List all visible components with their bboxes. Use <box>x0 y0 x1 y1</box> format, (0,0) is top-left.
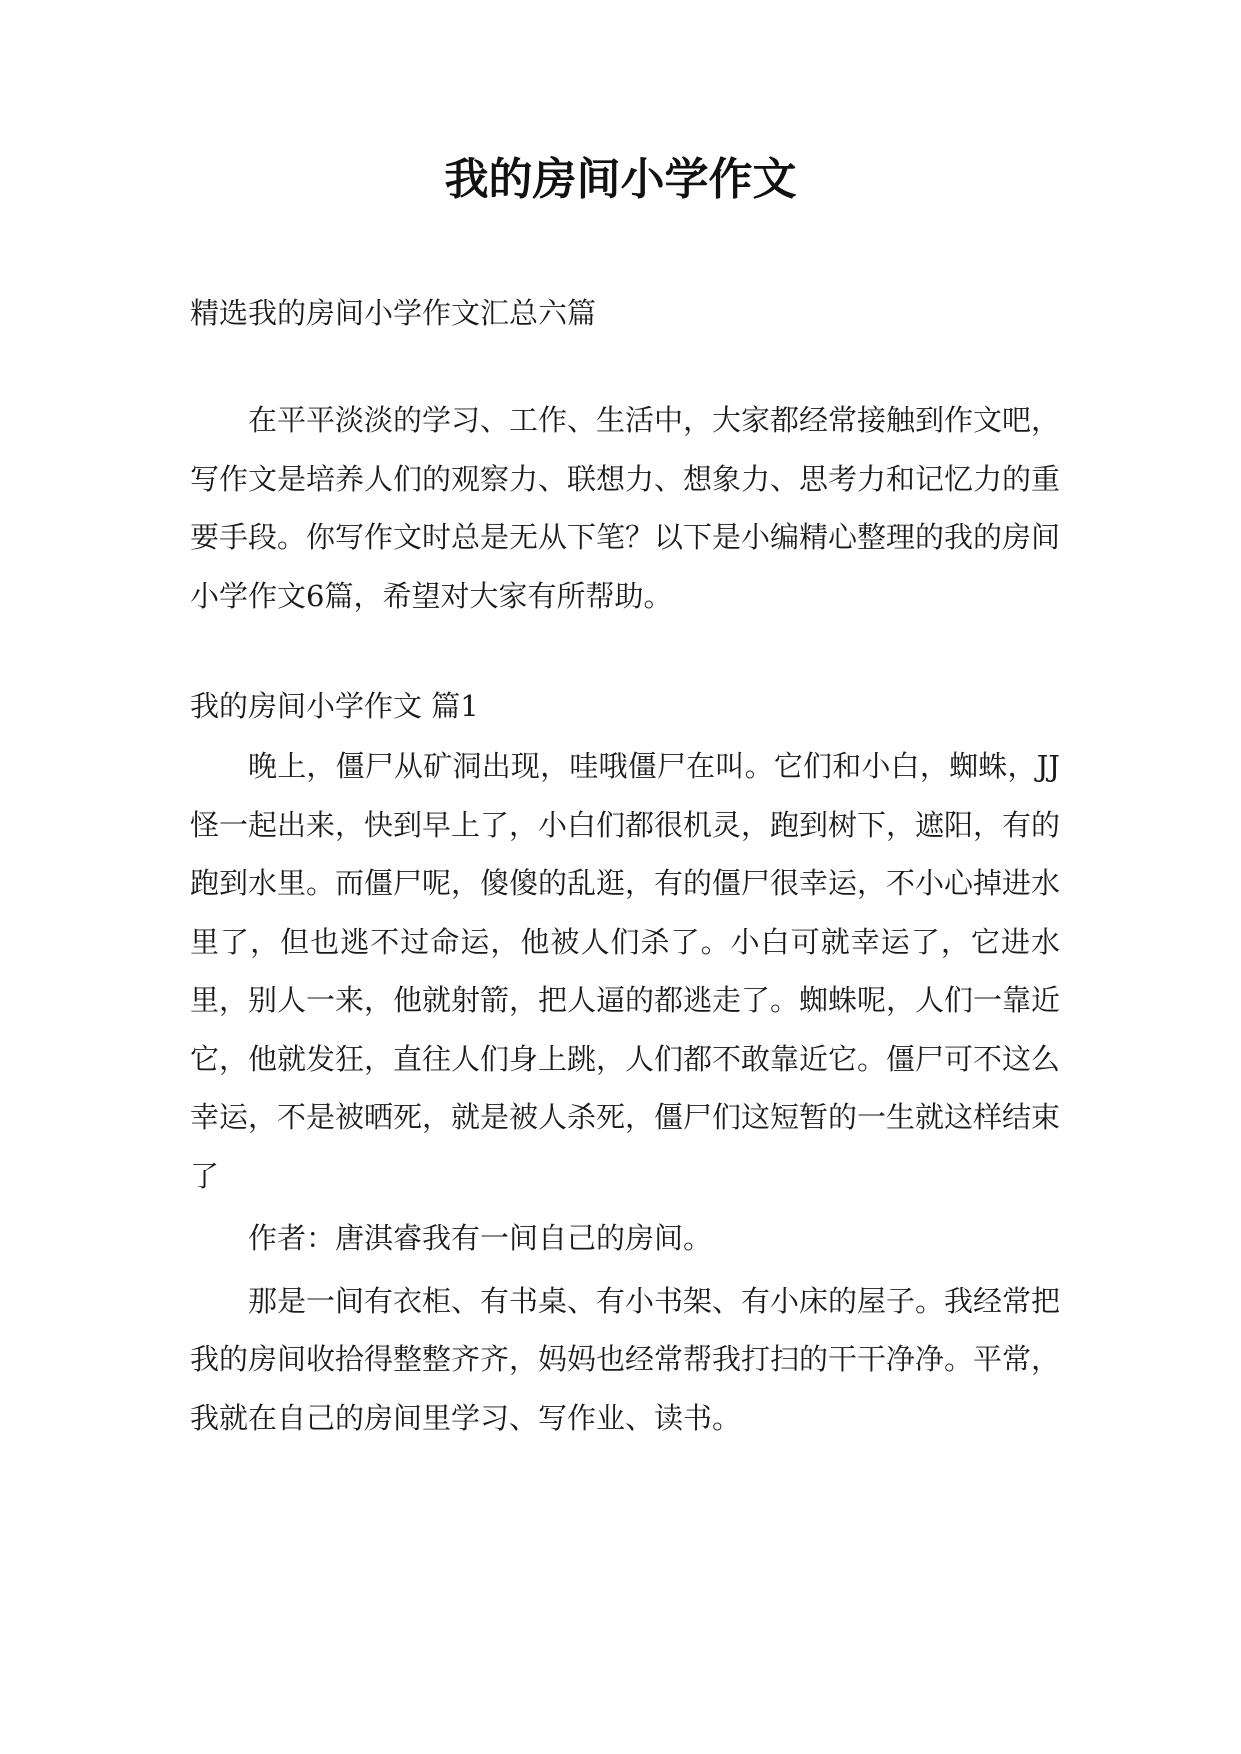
body-paragraph: 晚上，僵尸从矿洞出现，哇哦僵尸在叫。它们和小白，蜘蛛，JJ怪一起出来，快到早上了，小白们都很机灵，跑到树下，遮阳，有的跑到水里。而僵尸呢，傻傻的乱逛，有的僵尸很幸运，不小心掉进水里了，但也逃不过命运，他被人们杀了。小白可就幸运了，它进水里，别人一来，他就射箭，把人逼的都逃走了。蜘蛛呢，人们一靠近它，他就发狂，直往人们身上跳，人们都不敢靠近它。僵尸可不这么幸运，不是被晒死，就是被人杀死，僵尸们这短暂的一生就这样结束了 <box>190 749 1061 1193</box>
author-line: 作者：唐淇睿我有一间自己的房间。 <box>248 1221 713 1255</box>
section-heading: 我的房间小学作文 篇1 <box>190 689 479 723</box>
document-title: 我的房间小学作文 <box>444 154 797 205</box>
document-body <box>190 285 1060 1447</box>
body-paragraph: 那是一间有衣柜、有书桌、有小书架、有小床的屋子。我经常把我的房间收拾得整整齐齐，妈妈也经常帮我打扫的干干净净。平常，我就在自己的房间里学习、写作业、读书。 <box>190 1283 1061 1435</box>
document-subtitle: 精选我的房间小学作文汇总六篇 <box>190 296 597 330</box>
intro-paragraph: 在平平淡淡的学习、工作、生活中，大家都经常接触到作文吧，写作文是培养人们的观察力、联想力、想象力、思考力和记忆力的重要手段。你写作文时总是无从下笔？以下是小编精心整理的我的房间小学作文6篇，希望对大家有所帮助。 <box>190 403 1061 613</box>
